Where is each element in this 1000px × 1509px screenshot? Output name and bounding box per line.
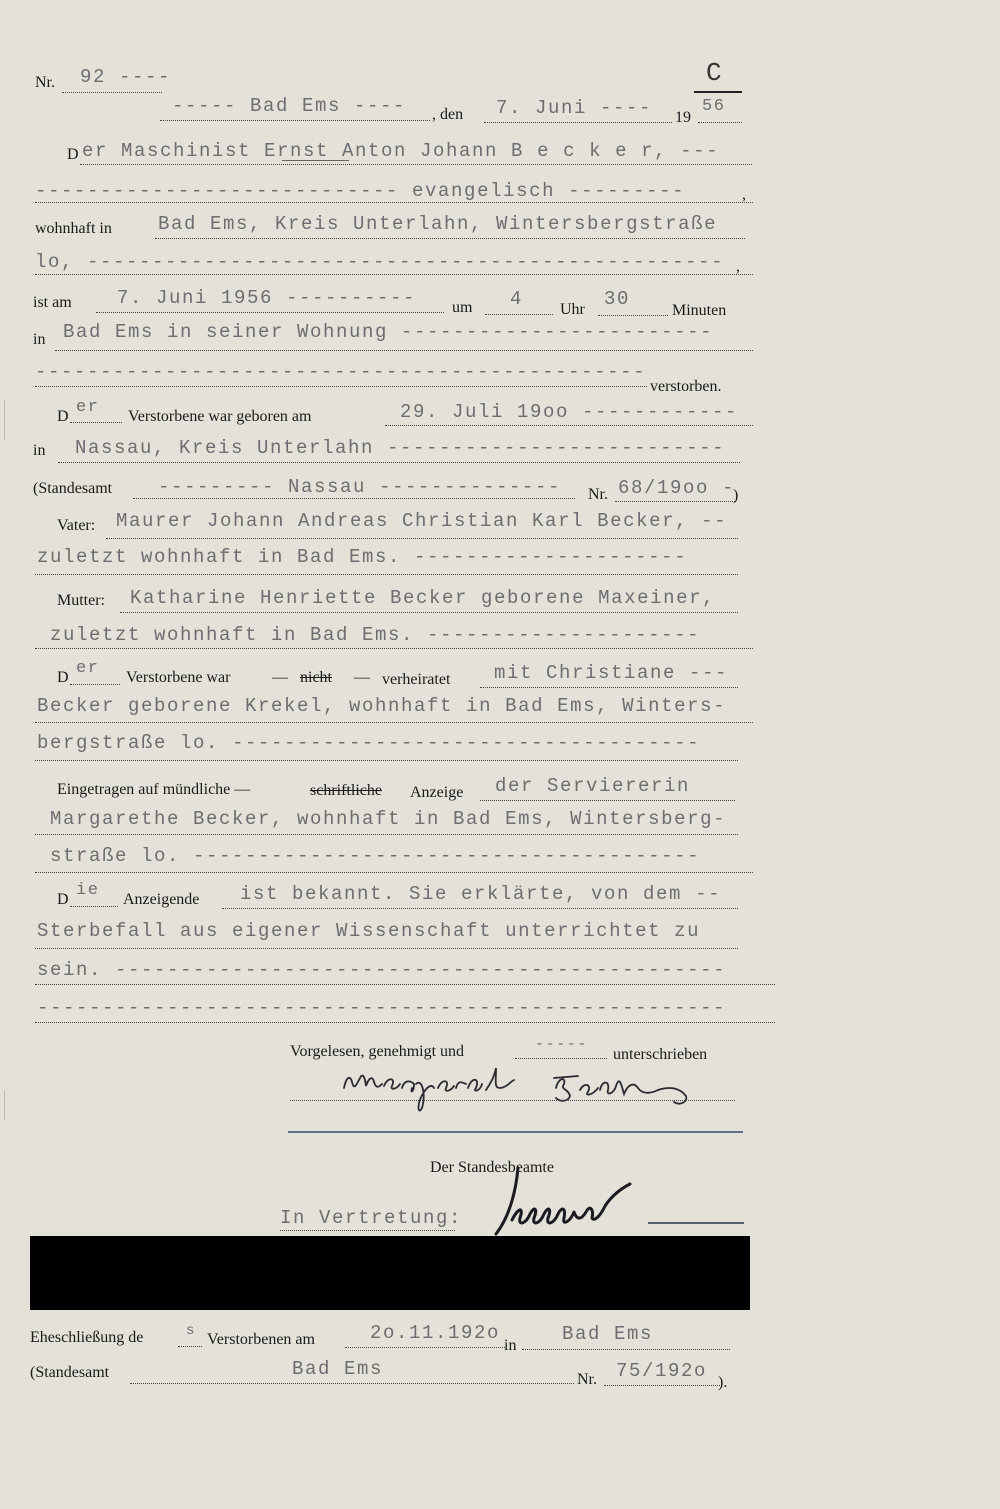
- minute-value: 30: [604, 288, 631, 310]
- informant-line1-rule: [480, 800, 735, 801]
- vater-label: Vater:: [57, 517, 96, 534]
- anz-ie: ie: [76, 881, 100, 900]
- close-paren2: ).: [718, 1374, 728, 1391]
- married-dash-a: —: [272, 669, 288, 686]
- married-nicht: nicht: [300, 669, 332, 686]
- marriage-place: Bad Ems: [562, 1323, 654, 1345]
- vorgelesen-label: Vorgelesen, genehmigt und: [290, 1043, 465, 1060]
- married-er-rule: [70, 684, 120, 685]
- marriage-standesamt: Bad Ems: [292, 1358, 384, 1380]
- ehe-in-label: in: [504, 1337, 517, 1354]
- birth-nr: 68/19oo -: [618, 477, 736, 499]
- page-edge-mark: [4, 1090, 5, 1120]
- verheiratet-label: verheiratet: [382, 671, 451, 688]
- married-er: er: [76, 659, 100, 678]
- birth-in-label: in: [33, 442, 46, 459]
- address-line2: lo, -------------------------------------------------: [35, 251, 725, 273]
- person-prefix: D: [67, 146, 79, 163]
- spouse-line3-rule: [35, 760, 738, 761]
- nr-label: Nr.: [35, 74, 55, 91]
- corner-mark-underline: [694, 91, 742, 93]
- known-line4: -----------------------------------------------------: [37, 997, 727, 1019]
- ehe-s: s: [186, 1323, 197, 1339]
- marriage-nr: 75/192o: [616, 1360, 708, 1382]
- marriage-date-rule: [345, 1347, 505, 1348]
- birth-standesamt: --------- Nassau --------------: [158, 476, 562, 498]
- vater-line2: zuletzt wohnhaft in Bad Ems. ---------------------: [37, 546, 688, 568]
- minute-rule: [598, 315, 668, 316]
- person-comma: ,: [742, 186, 746, 203]
- redaction-bar: [30, 1236, 750, 1310]
- ist-am-label: ist am: [33, 294, 72, 311]
- married-prefix: D: [57, 669, 69, 686]
- birth-date: 29. Juli 19oo ------------: [400, 401, 739, 423]
- address-line1: Bad Ems, Kreis Unterlahn, Wintersbergstraße: [158, 213, 718, 235]
- nr3-label: Nr.: [577, 1371, 597, 1388]
- married-label: Verstorbene war: [126, 669, 231, 686]
- in-label: in: [33, 331, 46, 348]
- vater-line1: Maurer Johann Andreas Christian Karl Becker, --: [116, 510, 728, 532]
- mutter-line1: Katharine Henriette Becker geborene Maxeiner,: [130, 587, 716, 609]
- person-line1-rule: [80, 164, 752, 165]
- birth-standesamt-rule: [133, 498, 575, 499]
- known-line1-rule: [222, 908, 738, 909]
- anz-ie-rule: [70, 906, 118, 907]
- spouse-line1: mit Christiane ---: [494, 662, 729, 684]
- born-prefix: D: [57, 408, 69, 425]
- death-place-line1-rule: [55, 350, 753, 351]
- informant-line1: der Serviererin: [495, 775, 691, 797]
- birth-date-rule: [385, 425, 753, 426]
- vertretung-text: In Vertretung:: [280, 1207, 463, 1229]
- vater-line1-rule: [106, 538, 738, 539]
- known-line2-rule: [35, 948, 738, 949]
- address-comma: ,: [736, 258, 740, 275]
- den-label: , den: [432, 106, 464, 123]
- informant-line3-rule: [35, 872, 753, 873]
- spouse-line3: bergstraße lo. ------------------------------------: [37, 732, 701, 754]
- spouse-line2: Becker geborene Krekel, wohnhaft in Bad Ems, Winters-: [37, 695, 727, 717]
- marriage-nr-rule: [604, 1385, 720, 1386]
- hour-rule: [485, 314, 553, 315]
- nr-line: [62, 92, 162, 93]
- informant-signature-rule: [290, 1100, 735, 1101]
- registrar-signature: [490, 1160, 640, 1240]
- ehe-s-rule: [178, 1346, 202, 1347]
- year-prefix: 19: [675, 109, 691, 126]
- born-er: er: [76, 398, 100, 417]
- birth-nr-rule: [615, 501, 735, 502]
- ehe-label2: Verstorbenen am: [207, 1331, 315, 1348]
- known-line3: sein. -----------------------------------------------: [37, 959, 727, 981]
- anzeige-label: Anzeige: [410, 784, 464, 801]
- address-line1-rule: [155, 238, 745, 239]
- year-value: 56: [702, 97, 726, 116]
- mutter-line2: zuletzt wohnhaft in Bad Ems. ---------------------: [50, 624, 701, 646]
- born-label: Verstorbene war geboren am: [128, 408, 312, 425]
- rufname-underline: [282, 160, 349, 161]
- vertretung-rule: [280, 1230, 455, 1231]
- death-place-line2-rule: [35, 386, 647, 387]
- informant-line2: Margarethe Becker, wohnhaft in Bad Ems, Wintersberg-: [50, 808, 727, 830]
- married-dash-b: —: [354, 669, 370, 686]
- person-line2-rule: [35, 202, 753, 203]
- marriage-place-rule: [522, 1349, 730, 1350]
- known-line3-rule: [35, 984, 775, 985]
- spouse-line1-rule: [480, 687, 738, 688]
- uhr-label: Uhr: [560, 301, 585, 318]
- standesbeamte-label: Der Standesbeamte: [430, 1159, 554, 1176]
- schriftliche-struck: schriftliche: [310, 782, 382, 799]
- spouse-line2-rule: [35, 722, 753, 723]
- page-edge-mark: [4, 400, 5, 440]
- mutter-line1-rule: [120, 612, 738, 613]
- year-line: [698, 122, 742, 123]
- verstorben-label: verstorben.: [650, 378, 722, 395]
- birth-place: Nassau, Kreis Unterlahn --------------------------: [75, 437, 726, 459]
- address-line2-rule: [35, 274, 753, 275]
- nr2-label: Nr.: [588, 486, 608, 503]
- corner-mark: C: [706, 58, 722, 88]
- close-paren: ): [733, 487, 739, 504]
- um-label: um: [452, 299, 473, 316]
- known-line1: ist bekannt. Sie erklärte, von dem --: [240, 883, 722, 905]
- unterschrieben-label: unterschrieben: [613, 1046, 708, 1063]
- minuten-label: Minuten: [672, 302, 727, 319]
- date-line: [484, 122, 672, 123]
- nr-value: 92 ----: [80, 66, 172, 88]
- hour-value: 4: [510, 288, 524, 310]
- vorgelesen-fill: -----: [535, 1036, 589, 1053]
- marriage-standesamt-rule: [130, 1383, 574, 1384]
- place-value: ----- Bad Ems ----: [172, 95, 407, 117]
- standesamt2-open: (Standesamt: [30, 1364, 110, 1381]
- informant-line2-rule: [35, 834, 738, 835]
- anz-prefix: D: [57, 891, 69, 908]
- known-line4-rule: [35, 1022, 775, 1023]
- signature-separator: [288, 1131, 743, 1133]
- vater-line2-rule: [35, 574, 738, 575]
- mutter-line2-rule: [35, 648, 753, 649]
- standesamt-open: (Standesamt: [33, 480, 113, 497]
- informant-line3: straße lo. ---------------------------------------: [50, 845, 701, 867]
- eingetragen-label: Eingetragen auf mündliche —: [57, 781, 251, 798]
- birth-place-rule: [58, 462, 740, 463]
- death-place-line2: -----------------------------------------------: [35, 361, 647, 383]
- ehe-label: Eheschließung de: [30, 1329, 144, 1346]
- person-line1: er Maschinist Ernst Anton Johann B e c k e r, ---: [82, 140, 720, 162]
- place-line: [160, 120, 430, 121]
- marriage-date: 2o.11.192o: [370, 1322, 501, 1344]
- born-er-rule: [70, 422, 122, 423]
- registrar-signature-line: [648, 1222, 744, 1224]
- anz-label: Anzeigende: [123, 891, 200, 908]
- informant-signature: [330, 1058, 710, 1122]
- wohnhaft-label: wohnhaft in: [35, 220, 112, 237]
- death-place-line1: Bad Ems in seiner Wohnung ------------------------: [63, 321, 714, 343]
- date-value: 7. Juni ----: [496, 97, 653, 119]
- person-line2: ---------------------------- evangelisch ---------: [35, 180, 686, 202]
- death-date-rule: [96, 312, 444, 313]
- known-line2: Sterbefall aus eigener Wissenschaft unterrichtet zu: [37, 920, 701, 942]
- mutter-label: Mutter:: [57, 592, 105, 609]
- death-date: 7. Juni 1956 ----------: [117, 287, 417, 309]
